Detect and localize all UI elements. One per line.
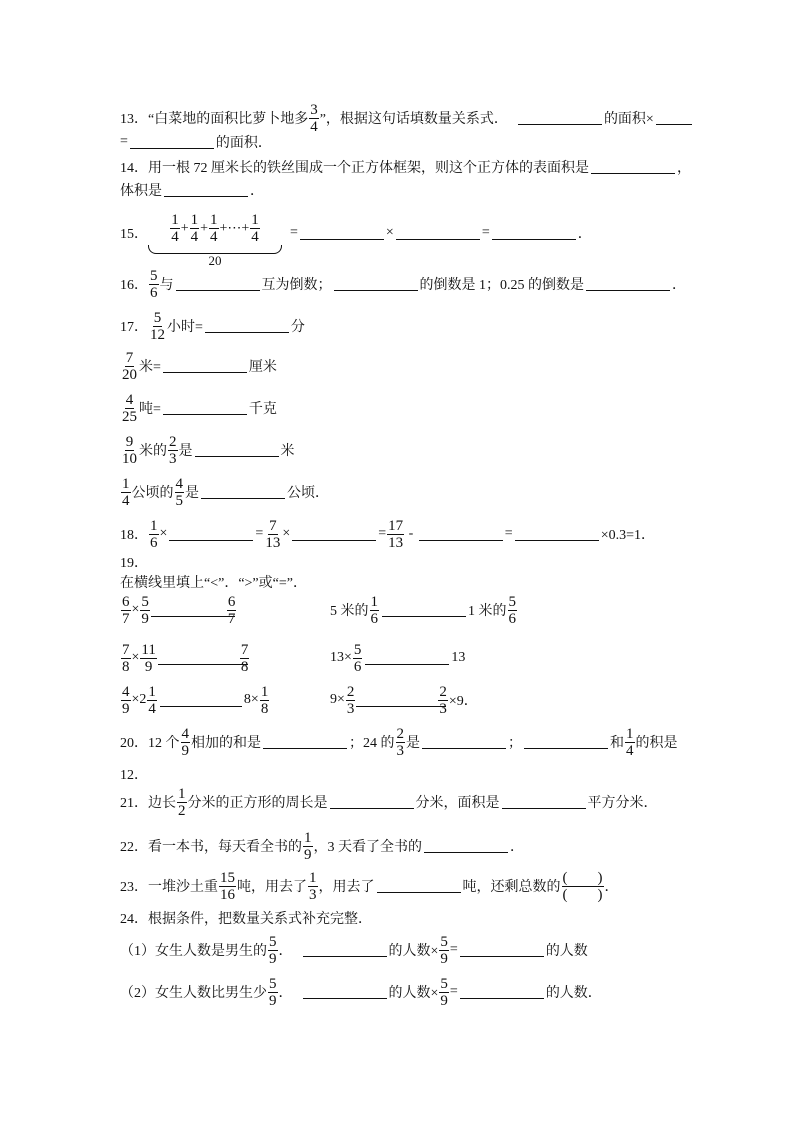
fraction: $\frac{2}{3}$: [396, 725, 404, 759]
answer-blank[interactable]: [524, 747, 608, 749]
whole-number: 2: [139, 692, 147, 707]
fraction: $\frac{1}{2}$: [178, 785, 186, 819]
question-number: 20．: [120, 736, 148, 751]
equals-sign: =: [120, 134, 128, 149]
question-text: 小时=: [167, 320, 203, 335]
question-text: 的面积．: [215, 136, 272, 151]
question-text: 看一本书，每天看全书的: [148, 840, 302, 855]
answer-blank[interactable]: [460, 997, 544, 999]
answer-blank[interactable]: [492, 238, 576, 240]
fraction: $\frac{5}{9}$: [440, 933, 448, 967]
question-text: ；: [508, 736, 522, 751]
question-text: 体积是: [120, 184, 162, 199]
question-17-item-2: [120, 348, 277, 384]
question-text: 的面积×: [603, 112, 654, 127]
question-text: ，用去了: [318, 880, 375, 895]
question-text: 5 米的: [330, 604, 369, 619]
fraction: $\frac{1}{4}$: [148, 683, 156, 717]
question-text: 12 个: [148, 736, 180, 751]
answer-blank[interactable]: [377, 891, 461, 893]
unit-label: 分: [290, 320, 305, 335]
answer-blank[interactable]: [169, 539, 253, 541]
period: ．: [510, 840, 524, 855]
question-text: 分米，面积是: [415, 796, 500, 811]
answer-blank[interactable]: [365, 663, 449, 665]
answer-blank[interactable]: [422, 747, 506, 749]
fraction: $\frac{5}{9}$: [440, 975, 448, 1009]
question-20: [120, 724, 678, 760]
question-18: [120, 516, 655, 552]
minus-sign: -: [405, 526, 417, 541]
question-text: 用一根 72 厘米长的铁丝围成一个正方体框架，则这个正方体的表面积是: [148, 161, 589, 176]
question-21: [120, 784, 658, 820]
fraction: $\frac{1}{8}$: [260, 683, 269, 717]
question-text: 根据条件，把数量关系式补充完整．: [148, 912, 372, 927]
fraction: $\frac{3}{4}$: [310, 101, 318, 135]
fraction: $\frac{5}{9}$: [141, 593, 149, 627]
answer-blank[interactable]: [419, 539, 503, 541]
period: ．: [604, 880, 619, 895]
question-number: 18．: [120, 528, 148, 543]
equals-sign: =: [449, 984, 458, 999]
answer-blank[interactable]: [356, 705, 446, 707]
question-number: 22．: [120, 840, 148, 855]
fraction: $\frac{5}{6}$: [353, 641, 362, 675]
question-text: “白菜地的面积比萝卜地多: [148, 112, 309, 127]
question-text: 1 米的: [468, 604, 507, 619]
question-text: 相加的和是: [191, 736, 261, 751]
answer-blank[interactable]: [201, 497, 285, 499]
compare-left-2: [120, 640, 250, 676]
fraction: $\frac{1}{3}$: [309, 869, 317, 903]
fraction: $\frac{4}{9}$: [181, 725, 189, 759]
ellipsis: +⋯+: [219, 221, 250, 236]
answer-blank[interactable]: [515, 539, 599, 541]
question-number: 13．: [120, 112, 148, 127]
unit-label: 厘米: [248, 360, 277, 375]
fraction: $\frac{9}{10}$: [122, 433, 137, 467]
question-number: 16．: [120, 278, 148, 293]
question-text: 边长: [148, 796, 176, 811]
question-22: [120, 828, 524, 864]
question-text: 13: [451, 650, 466, 665]
question-24-item-2: [120, 974, 602, 1010]
equals-sign: =: [449, 942, 458, 957]
answer-blank[interactable]: [586, 289, 670, 291]
question-text: 吨=: [139, 402, 161, 417]
compare-right-3: [330, 682, 478, 718]
times-sign: ×: [131, 650, 140, 665]
fraction: $\frac{1}{6}$: [370, 593, 378, 627]
question-17-item-3: [120, 390, 277, 426]
fraction: $\frac{1}{4}$: [171, 212, 179, 245]
fraction: $\frac{4}{9}$: [122, 683, 130, 717]
question-text: ×9．: [448, 694, 478, 709]
equals-sign: =: [255, 526, 264, 541]
question-text: 分米的正方形的周长是: [187, 796, 328, 811]
question-number: 19．: [120, 556, 148, 571]
fraction: $\frac{1}{4}$: [210, 212, 218, 245]
question-text: 8×: [243, 692, 259, 707]
unit-label: 米: [280, 444, 295, 459]
answer-blank[interactable]: [303, 997, 387, 999]
answer-blank[interactable]: [163, 371, 247, 373]
question-14-line2: [120, 178, 264, 202]
question-text: 的人数×: [388, 944, 439, 959]
answer-blank[interactable]: [591, 172, 675, 174]
answer-blank[interactable]: [334, 289, 418, 291]
plus-sign: +: [200, 220, 208, 236]
answer-blank[interactable]: [424, 851, 508, 853]
question-text: ．: [278, 986, 293, 1001]
question-text: 是: [185, 486, 199, 501]
question-23: [120, 868, 619, 904]
fraction: $\frac{7}{13}$: [265, 517, 281, 551]
question-text: 与: [159, 278, 174, 293]
compare-right-1: [330, 592, 518, 628]
question-text: 13×: [330, 650, 352, 665]
equals-sign: =: [504, 526, 513, 541]
question-text: ．: [278, 944, 293, 959]
question-text: 米的: [139, 444, 167, 459]
question-text: 和: [610, 736, 624, 751]
unit-label: 公顷．: [287, 486, 329, 501]
equals-sign: =: [290, 225, 298, 240]
times-sign: ×: [131, 602, 140, 617]
answer-blank[interactable]: [160, 705, 242, 707]
question-number: 23．: [120, 880, 148, 895]
fraction: $\frac{17}{13}$: [388, 517, 404, 551]
compare-right-2: [330, 640, 465, 676]
question-text: 吨，还剩总数的: [462, 880, 561, 895]
times-sign: ×: [282, 526, 291, 541]
question-17-item-5: [120, 474, 329, 510]
fraction: $\frac{6}{7}$: [227, 593, 236, 627]
answer-blank[interactable]: [656, 123, 692, 125]
fraction: $\frac{6}{7}$: [122, 593, 130, 627]
answer-blank[interactable]: [382, 615, 466, 617]
question-17-item-1: [120, 308, 305, 344]
answer-blank[interactable]: [292, 539, 376, 541]
question-number: 14．: [120, 161, 148, 176]
question-text: 的人数．: [545, 986, 602, 1001]
fraction: $\frac{1}{6}$: [150, 517, 158, 551]
question-13-line2: [120, 130, 272, 154]
fraction: $\frac{5}{6}$: [150, 267, 158, 301]
answer-blank[interactable]: [300, 238, 384, 240]
answer-blank[interactable]: [205, 331, 289, 333]
question-number: 21．: [120, 796, 148, 811]
times-sign: ×: [385, 225, 394, 240]
fraction: $\frac{2}{3}$: [439, 683, 447, 717]
question-16: [120, 266, 686, 302]
answer-blank[interactable]: [330, 807, 414, 809]
fraction: $\frac{5}{9}$: [269, 975, 277, 1009]
period: ．: [577, 227, 592, 242]
question-text: ；24 的: [349, 736, 395, 751]
period: ．: [672, 278, 686, 293]
question-text: 的积是: [635, 736, 678, 751]
question-15: [120, 205, 592, 268]
answer-blank[interactable]: [518, 123, 602, 125]
fraction: $\frac{5}{9}$: [269, 933, 277, 967]
instruction-text: 在横线里填上“<”．“>”或“=”．: [120, 576, 307, 591]
question-number: 24．: [120, 912, 148, 927]
question-text: 互为倒数；: [261, 278, 332, 293]
fraction: $\frac{7}{8}$: [122, 641, 130, 675]
equals-sign: =: [481, 225, 490, 240]
fraction: $\frac{1}{4}$: [251, 212, 259, 245]
question-text: 的人数: [545, 944, 588, 959]
question-text: ．: [250, 184, 264, 199]
question-text: 吨，用去了: [237, 880, 307, 895]
unit-label: 千克: [248, 402, 277, 417]
fraction: $\frac{1}{4}$: [190, 212, 199, 245]
question-text: 公顷的: [131, 486, 174, 501]
fraction: $\frac{2}{3}$: [346, 683, 355, 717]
times-sign: ×: [131, 692, 140, 707]
fraction: $\frac{7}{8}$: [240, 641, 249, 675]
question-24-item-1: [120, 932, 588, 968]
answer-blank[interactable]: [263, 747, 347, 749]
question-text: （1）女生人数是男生的: [120, 944, 267, 959]
question-text: 米=: [139, 360, 161, 375]
question-number: 17．: [120, 320, 148, 335]
question-17-item-4: [120, 432, 295, 468]
compare-left-1: [120, 592, 237, 628]
fraction-blank[interactable]: $\frac{( )}{( )}$: [562, 869, 603, 903]
answer-blank[interactable]: [502, 807, 586, 809]
question-text: 12．: [120, 768, 148, 783]
question-text: 平方分米．: [587, 796, 658, 811]
question-number: 15．: [120, 227, 148, 242]
question-text: 9×: [330, 692, 345, 707]
brace-sum: [148, 212, 282, 268]
question-text: 是: [178, 444, 193, 459]
brace-count: 20: [208, 253, 222, 268]
answer-blank[interactable]: [396, 238, 480, 240]
question-19-instruction: [120, 572, 307, 592]
question-19: [120, 552, 148, 572]
question-20-line2: [120, 762, 148, 786]
fraction: $\frac{4}{5}$: [175, 475, 183, 509]
answer-blank[interactable]: [195, 455, 279, 457]
question-text: ，3 天看了全书的: [313, 840, 422, 855]
answer-blank[interactable]: [460, 955, 544, 957]
answer-blank[interactable]: [176, 289, 260, 291]
question-text: 一堆沙土重: [148, 880, 218, 895]
fraction: $\frac{1}{9}$: [304, 829, 312, 863]
question-text: ，: [677, 161, 691, 176]
question-text: 的人数×: [388, 986, 439, 1001]
question-24: [120, 906, 372, 930]
answer-blank[interactable]: [130, 147, 214, 149]
plus-sign: +: [180, 220, 189, 236]
question-text: （2）女生人数比男生少: [120, 986, 267, 1001]
question-text: 是: [406, 736, 420, 751]
fraction: $\frac{2}{3}$: [169, 433, 177, 467]
fraction: $\frac{5}{12}$: [150, 309, 165, 343]
fraction: $\frac{1}{4}$: [122, 475, 130, 509]
question-text: ”，根据这句话填数量关系式．: [319, 112, 508, 127]
answer-blank[interactable]: [164, 195, 248, 197]
equals-sign: =: [378, 526, 387, 541]
compare-left-3: [120, 682, 270, 718]
question-text: 的倒数是 1；0.25 的倒数是: [419, 278, 584, 293]
fraction: $\frac{7}{20}$: [122, 349, 137, 383]
fraction: $\frac{11}{9}$: [141, 641, 156, 675]
answer-blank[interactable]: [303, 955, 387, 957]
times-sign: ×: [159, 526, 168, 541]
answer-blank[interactable]: [158, 663, 248, 665]
answer-blank[interactable]: [151, 615, 235, 617]
answer-blank[interactable]: [163, 413, 247, 415]
fraction: $\frac{4}{25}$: [122, 391, 137, 425]
fraction: $\frac{1}{4}$: [626, 725, 634, 759]
question-text: ×0.3=1．: [600, 528, 655, 543]
fraction: $\frac{15}{16}$: [220, 869, 235, 903]
fraction: $\frac{5}{6}$: [508, 593, 516, 627]
question-14: [120, 155, 691, 179]
